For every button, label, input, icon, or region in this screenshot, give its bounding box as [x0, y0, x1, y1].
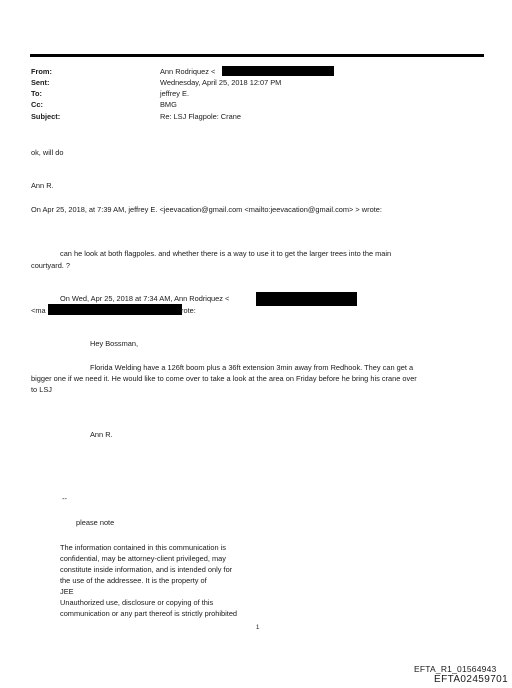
- signature-2: Ann R.: [90, 430, 113, 439]
- disclaimer-line: JEE: [60, 587, 74, 596]
- header-rule: [30, 54, 484, 57]
- disclaimer: [60, 542, 237, 619]
- quote1-header: On Apr 25, 2018, at 7:39 AM, jeffrey E. <jeevacation@gmail.com <mailto:jeevacation@gmail.com> > wrote:: [31, 205, 382, 214]
- bates-number-2: EFTA02459701: [434, 674, 509, 685]
- from-name: Ann Rodriquez: [160, 67, 209, 76]
- redaction-block: [256, 292, 357, 306]
- disclaimer-line: communication or any part thereof is strictly prohibited: [60, 609, 238, 618]
- greeting: Hey Bossman,: [90, 339, 139, 348]
- separator-dashes: --: [62, 494, 67, 503]
- disclaimer-line: confidential, may be attorney-client privileged, may: [60, 554, 226, 563]
- quote1-line2: courtyard. ?: [31, 261, 71, 270]
- cc-label: Cc:: [31, 100, 43, 109]
- from-label: From:: [31, 67, 52, 76]
- para-line1: Florida Welding have a 126ft boom plus a 36ft extension 3min away from Redhook. They can get a: [90, 363, 414, 372]
- redaction-block: [222, 66, 334, 76]
- sent-value: Wednesday, April 25, 2018 12:07 PM: [160, 78, 282, 87]
- from-value: [160, 67, 215, 76]
- para-line2: bigger one if we need it. He would like to come over to take a look at the area on Friday before he bring his crane over: [31, 374, 417, 383]
- cc-value: BMG: [160, 100, 177, 109]
- page-number: 1: [256, 625, 260, 631]
- sent-label: Sent:: [31, 78, 50, 87]
- disclaimer-line: Unauthorized use, disclosure or copying of this: [60, 598, 214, 607]
- from-separator: <: [210, 67, 216, 76]
- reply-text: ok, will do: [31, 148, 64, 157]
- subject-value: Re: LSJ Flagpole: Crane: [160, 112, 241, 121]
- please-note: please note: [76, 518, 115, 527]
- redaction-block: [48, 304, 182, 315]
- subject-label: Subject:: [31, 112, 61, 121]
- disclaimer-line: constitute inside information, and is intended only for: [60, 565, 233, 574]
- disclaimer-line: The information contained in this communication is: [60, 543, 226, 552]
- bates-number-1: EFTA_R1_01564943: [414, 664, 497, 674]
- quote2-header-b1: <ma: [31, 306, 46, 315]
- disclaimer-line: the use of the addressee. It is the property of: [60, 576, 207, 585]
- quote1-line1: can he look at both flagpoles. and whether there is a way to use it to get the larger trees into the main: [60, 249, 392, 258]
- quote2-header-b2: rote:: [181, 306, 196, 315]
- to-label: To:: [31, 89, 42, 98]
- quote2-header-a: On Wed, Apr 25, 2018 at 7:34 AM, Ann Rodriquez <: [60, 294, 230, 303]
- para-line3: to LSJ: [31, 385, 52, 394]
- signature-1: Ann R.: [31, 181, 54, 190]
- to-value: jeffrey E.: [160, 89, 190, 98]
